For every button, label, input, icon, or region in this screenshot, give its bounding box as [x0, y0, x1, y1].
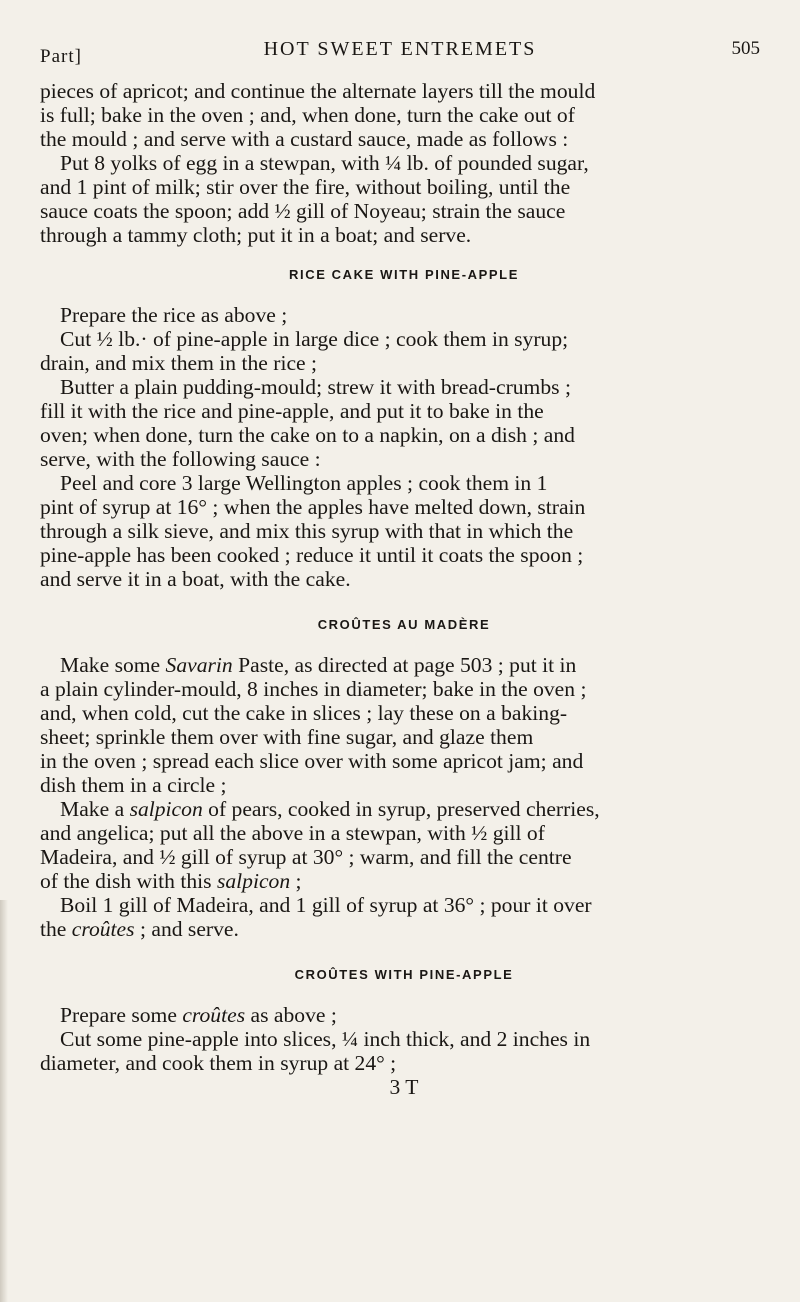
- text-line: [40, 917, 768, 941]
- italic-term: croûtes: [71, 917, 135, 941]
- text-line: Put 8 yolks of egg in a stewpan, with ¼ lb. of pounded sugar,: [60, 151, 589, 175]
- recipe-heading-rice-cake: RICE CAKE WITH PINE-APPLE: [289, 267, 519, 282]
- text-line: [40, 653, 768, 677]
- running-title: HOT SWEET ENTREMETS: [263, 38, 537, 60]
- text-line: and serve it in a boat, with the cake.: [40, 567, 351, 591]
- text-line: the mould ; and serve with a custard sauce, made as follows :: [40, 127, 569, 151]
- text-line: Boil 1 gill of Madeira, and 1 gill of syrup at 36° ; pour it over: [60, 893, 592, 917]
- text-line: [40, 797, 768, 821]
- text-line: Madeira, and ½ gill of syrup at 30° ; warm, and fill the centre: [40, 845, 572, 869]
- text-run: Paste, as directed at page 503 ; put it in: [232, 653, 577, 677]
- italic-term: Savarin: [165, 653, 233, 677]
- text-line: Prepare the rice as above ;: [60, 303, 288, 327]
- text-line: fill it with the rice and pine-apple, and put it to bake in the: [40, 399, 544, 423]
- text-run: ; and serve.: [134, 917, 239, 941]
- binding-shadow: [0, 900, 8, 1302]
- italic-term: salpicon: [129, 797, 203, 821]
- running-head: [40, 38, 760, 68]
- italic-term: salpicon: [216, 869, 291, 893]
- text-run: Make a: [60, 797, 130, 821]
- text-run: Make some: [60, 653, 166, 677]
- text-line: Butter a plain pudding-mould; strew it with bread-crumbs ;: [60, 375, 571, 399]
- text-line: sheet; sprinkle them over with fine sugar, and glaze them: [40, 725, 534, 749]
- text-line: [40, 1003, 768, 1027]
- text-line: and angelica; put all the above in a stewpan, with ½ gill of: [40, 821, 545, 845]
- text-line: a plain cylinder-mould, 8 inches in diameter; bake in the oven ;: [40, 677, 587, 701]
- italic-term: croûtes: [182, 1003, 246, 1027]
- text-line: and 1 pint of milk; stir over the fire, without boiling, until the: [40, 175, 571, 199]
- text-line: dish them in a circle ;: [40, 773, 227, 797]
- recipe-heading-croutes-pineapple: CROÛTES WITH PINE-APPLE: [294, 967, 514, 982]
- page-body: [40, 79, 768, 1099]
- text-line: is full; bake in the oven ; and, when done, turn the cake out of: [40, 103, 575, 127]
- text-line: Peel and core 3 large Wellington apples ; cook them in 1: [60, 471, 548, 495]
- text-line: in the oven ; spread each slice over with some apricot jam; and: [40, 749, 584, 773]
- text-line: through a tammy cloth; put it in a boat; and serve.: [40, 223, 472, 247]
- signature-mark: 3 T: [389, 1075, 419, 1099]
- part-label: Part]: [40, 46, 82, 67]
- text-run: as above ;: [245, 1003, 337, 1027]
- text-line: through a silk sieve, and mix this syrup with that in which the: [40, 519, 574, 543]
- text-run: ;: [290, 869, 302, 893]
- text-run: Prepare some: [60, 1003, 183, 1027]
- recipe-heading-croutes-madere: CROÛTES AU MADÈRE: [317, 617, 491, 632]
- text-line: pieces of apricot; and continue the alternate layers till the mould: [40, 79, 596, 103]
- text-line: sauce coats the spoon; add ½ gill of Noyeau; strain the sauce: [40, 199, 566, 223]
- text-run: of the dish with this: [40, 869, 217, 893]
- text-line: Cut ½ lb.· of pine-apple in large dice ; cook them in syrup;: [60, 327, 569, 351]
- text-line: pine-apple has been cooked ; reduce it until it coats the spoon ;: [40, 543, 584, 567]
- text-line: and, when cold, cut the cake in slices ; lay these on a baking-: [40, 701, 568, 725]
- text-line: diameter, and cook them in syrup at 24° ;: [40, 1051, 397, 1075]
- text-line: [40, 869, 768, 893]
- text-line: drain, and mix them in the rice ;: [40, 351, 318, 375]
- text-line: Cut some pine-apple into slices, ¼ inch thick, and 2 inches in: [60, 1027, 591, 1051]
- text-line: oven; when done, turn the cake on to a napkin, on a dish ; and: [40, 423, 575, 447]
- text-line: serve, with the following sauce :: [40, 447, 321, 471]
- text-run: the: [40, 917, 72, 941]
- page-number: 505: [731, 38, 760, 59]
- text-line: pint of syrup at 16° ; when the apples have melted down, strain: [40, 495, 586, 519]
- text-run: of pears, cooked in syrup, preserved cherries,: [202, 797, 600, 821]
